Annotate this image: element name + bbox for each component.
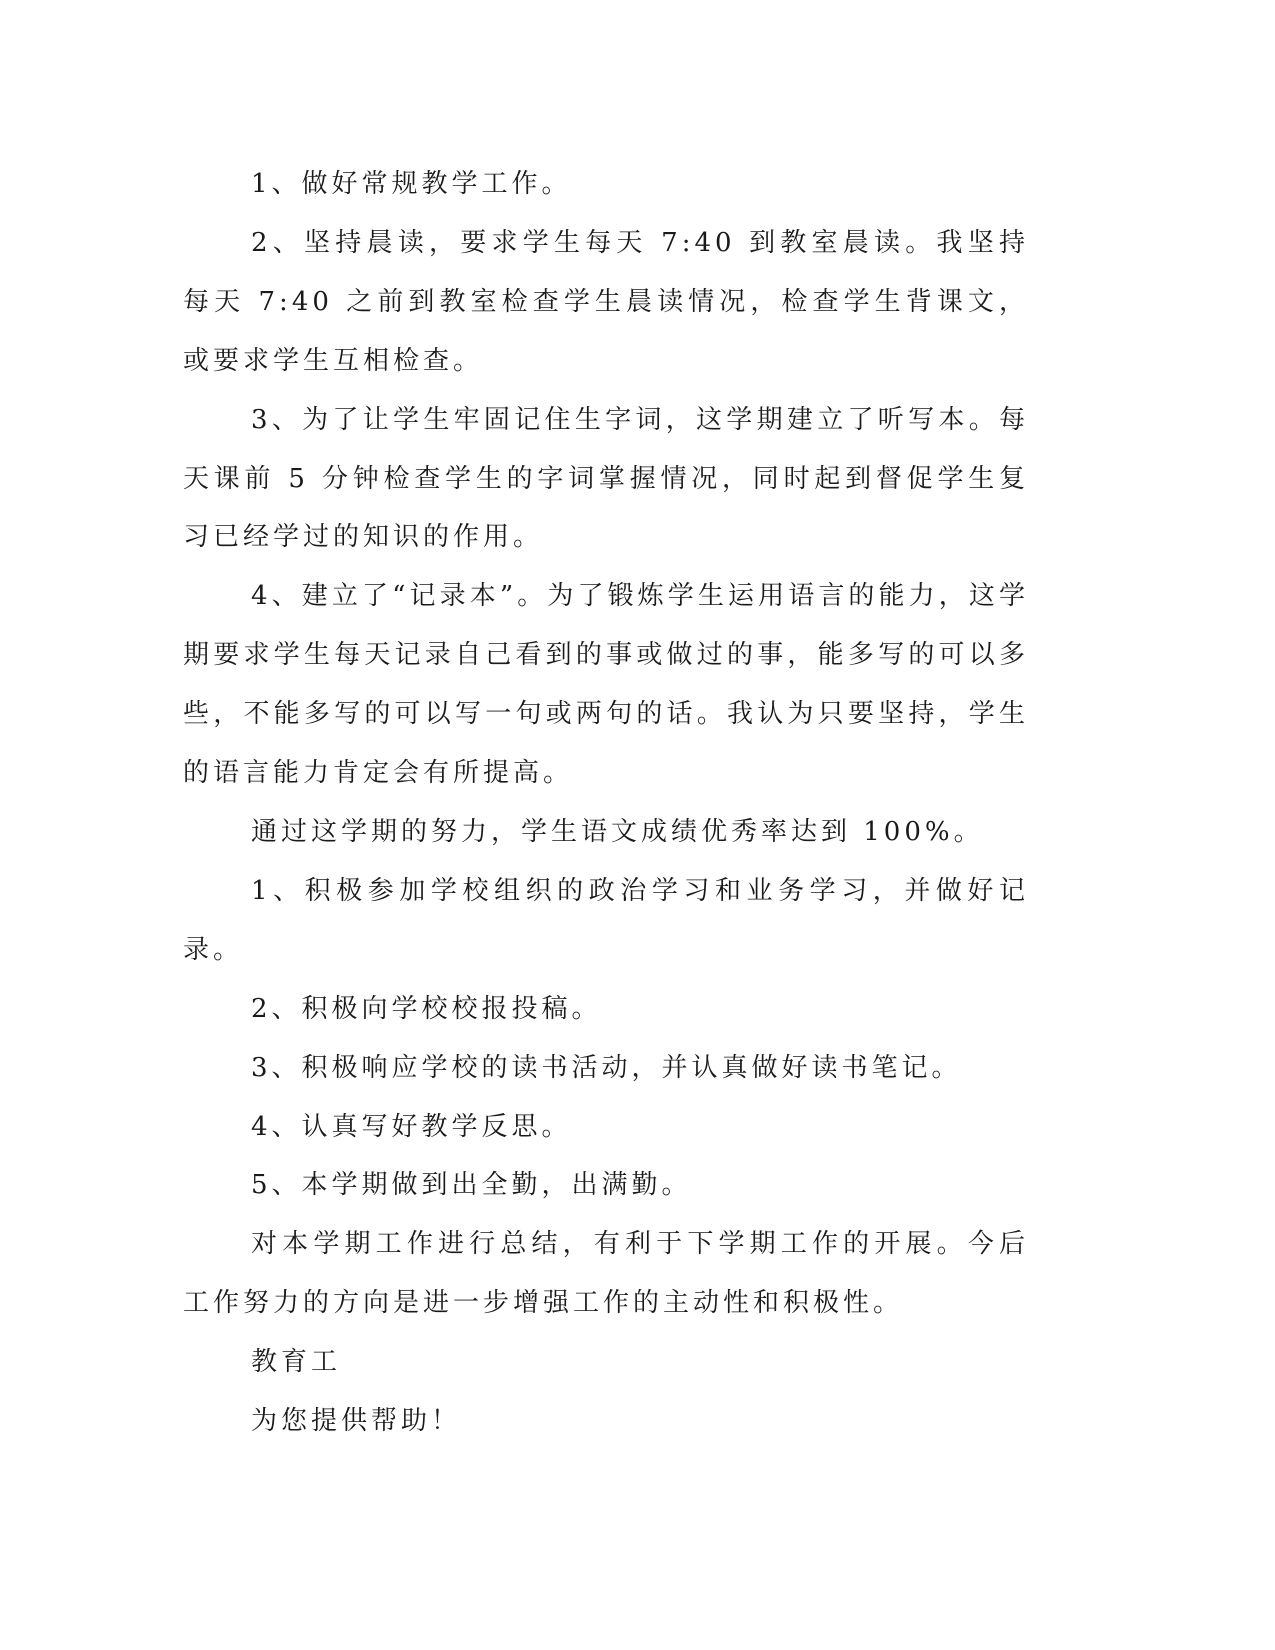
paragraph-3: 3、为了让学生牢固记住生字词，这学期建立了听写本。每天课前 5 分钟检查学生的字词掌握情况，同时起到督促学生复习已经学过的知识的作用。 <box>183 404 1029 553</box>
paragraph-8: 3、积极响应学校的读书活动，并认真做好读书笔记。 <box>251 1052 962 1083</box>
paragraph-10: 5、本学期做到出全勤，出满勤。 <box>251 1170 692 1201</box>
paragraph-13: 为您提供帮助！ <box>251 1406 462 1437</box>
paragraph-9: 4、认真写好教学反思。 <box>251 1111 572 1142</box>
paragraph-12: 教育工 <box>251 1347 342 1378</box>
paragraph-4: 4、建立了“记录本”。为了锻炼学生运用语言的能力，这学期要求学生每天记录自己看到的事或做过的事，能多写的可以多些，不能多写的可以写一句或两句的话。我认为只要坚持，学生的语言能力肯定会有所提高。 <box>183 581 1029 789</box>
document-body <box>183 155 1029 1451</box>
paragraph-5: 通过这学期的努力，学生语文成绩优秀率达到 100%。 <box>251 816 984 847</box>
paragraph-2: 2、坚持晨读，要求学生每天 7:40 到教室晨读。我坚持每天 7:40 之前到教室检查学生晨读情况，检查学生背课文，或要求学生互相检查。 <box>183 227 1029 376</box>
paragraph-1: 1、做好常规教学工作。 <box>251 169 572 199</box>
paragraph-6: 1、积极参加学校组织的政治学习和业务学习，并做好记录。 <box>183 875 1029 965</box>
paragraph-11: 对本学期工作进行总结，有利于下学期工作的开展。今后工作努力的方向是进一步增强工作的主动性和积极性。 <box>183 1229 1029 1319</box>
paragraph-7: 2、积极向学校校报投稿。 <box>251 993 602 1024</box>
